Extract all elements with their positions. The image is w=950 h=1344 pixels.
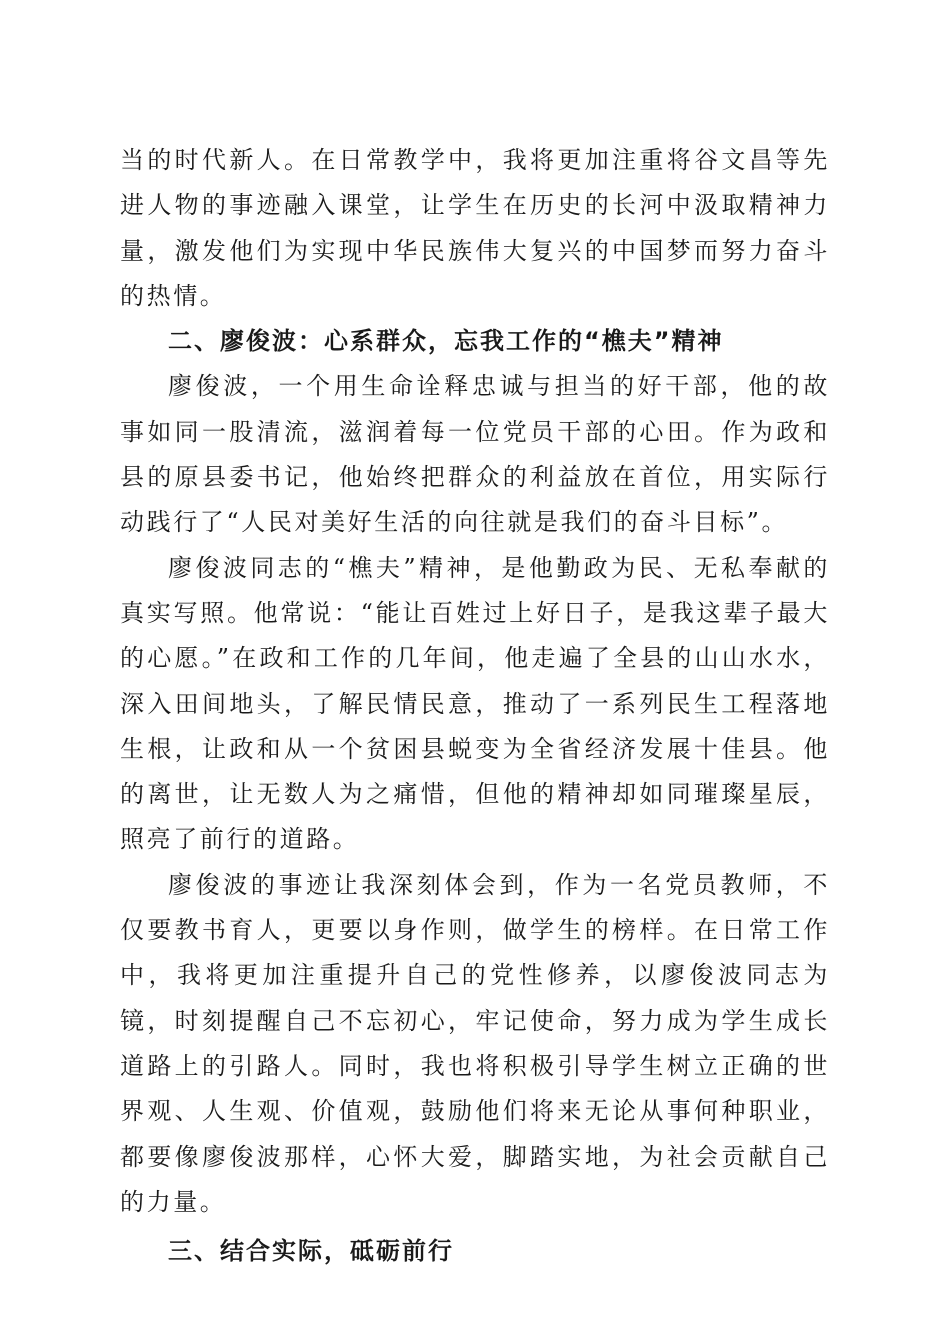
- paragraph-liao-intro: 廖俊波，一个用生命诠释忠诚与担当的好干部，他的故事如同一股清流，滋润着每一位党员干部的心田。作为政和县的原县委书记，他始终把群众的利益放在首位，用实际行动践行了“人民对美好生活的向往就是我们的奋斗目标”。: [120, 372, 830, 537]
- continuation-paragraph: 当的时代新人。在日常教学中，我将更加注重将谷文昌等先进人物的事迹融入课堂，让学生在历史的长河中汲取精神力量，激发他们为实现中华民族伟大复兴的中国梦而努力奋斗的热情。: [120, 146, 830, 310]
- paragraph-teacher-reflection: 廖俊波的事迹让我深刻体会到，作为一名党员教师，不仅要教书育人，更要以身作则，做学生的榜样。在日常工作中，我将更加注重提升自己的党性修养，以廖俊波同志为镜，时刻提醒自己不忘初心，牢记使命，努力成为学生成长道路上的引路人。同时，我也将积极引导学生树立正确的世界观、人生观、价值观，鼓励他们将来无论从事何种职业，都要像廖俊波那样，心怀大爱，脚踏实地，为社会贡献自己的力量。: [120, 870, 830, 1216]
- document-body: [120, 138, 830, 1274]
- paragraph-woodcutter-spirit: 廖俊波同志的“樵夫”精神，是他勤政为民、无私奉献的真实写照。他常说：“能让百姓过上好日子，是我这辈子最大的心愿。”在政和工作的几年间，他走遍了全县的山山水水，深入田间地头，了解民情民意，推动了一系列民生工程落地生根，让政和从一个贫困县蜕变为全省经济发展十佳县。他的离世，让无数人为之痛惜，但他的精神却如同璀璨星辰，照亮了前行的道路。: [120, 553, 830, 854]
- section-heading-liao-junbo: 二、廖俊波：心系群众，忘我工作的“樵夫”精神: [168, 327, 724, 356]
- section-heading-practice: 三、结合实际，砥砺前行: [168, 1237, 454, 1266]
